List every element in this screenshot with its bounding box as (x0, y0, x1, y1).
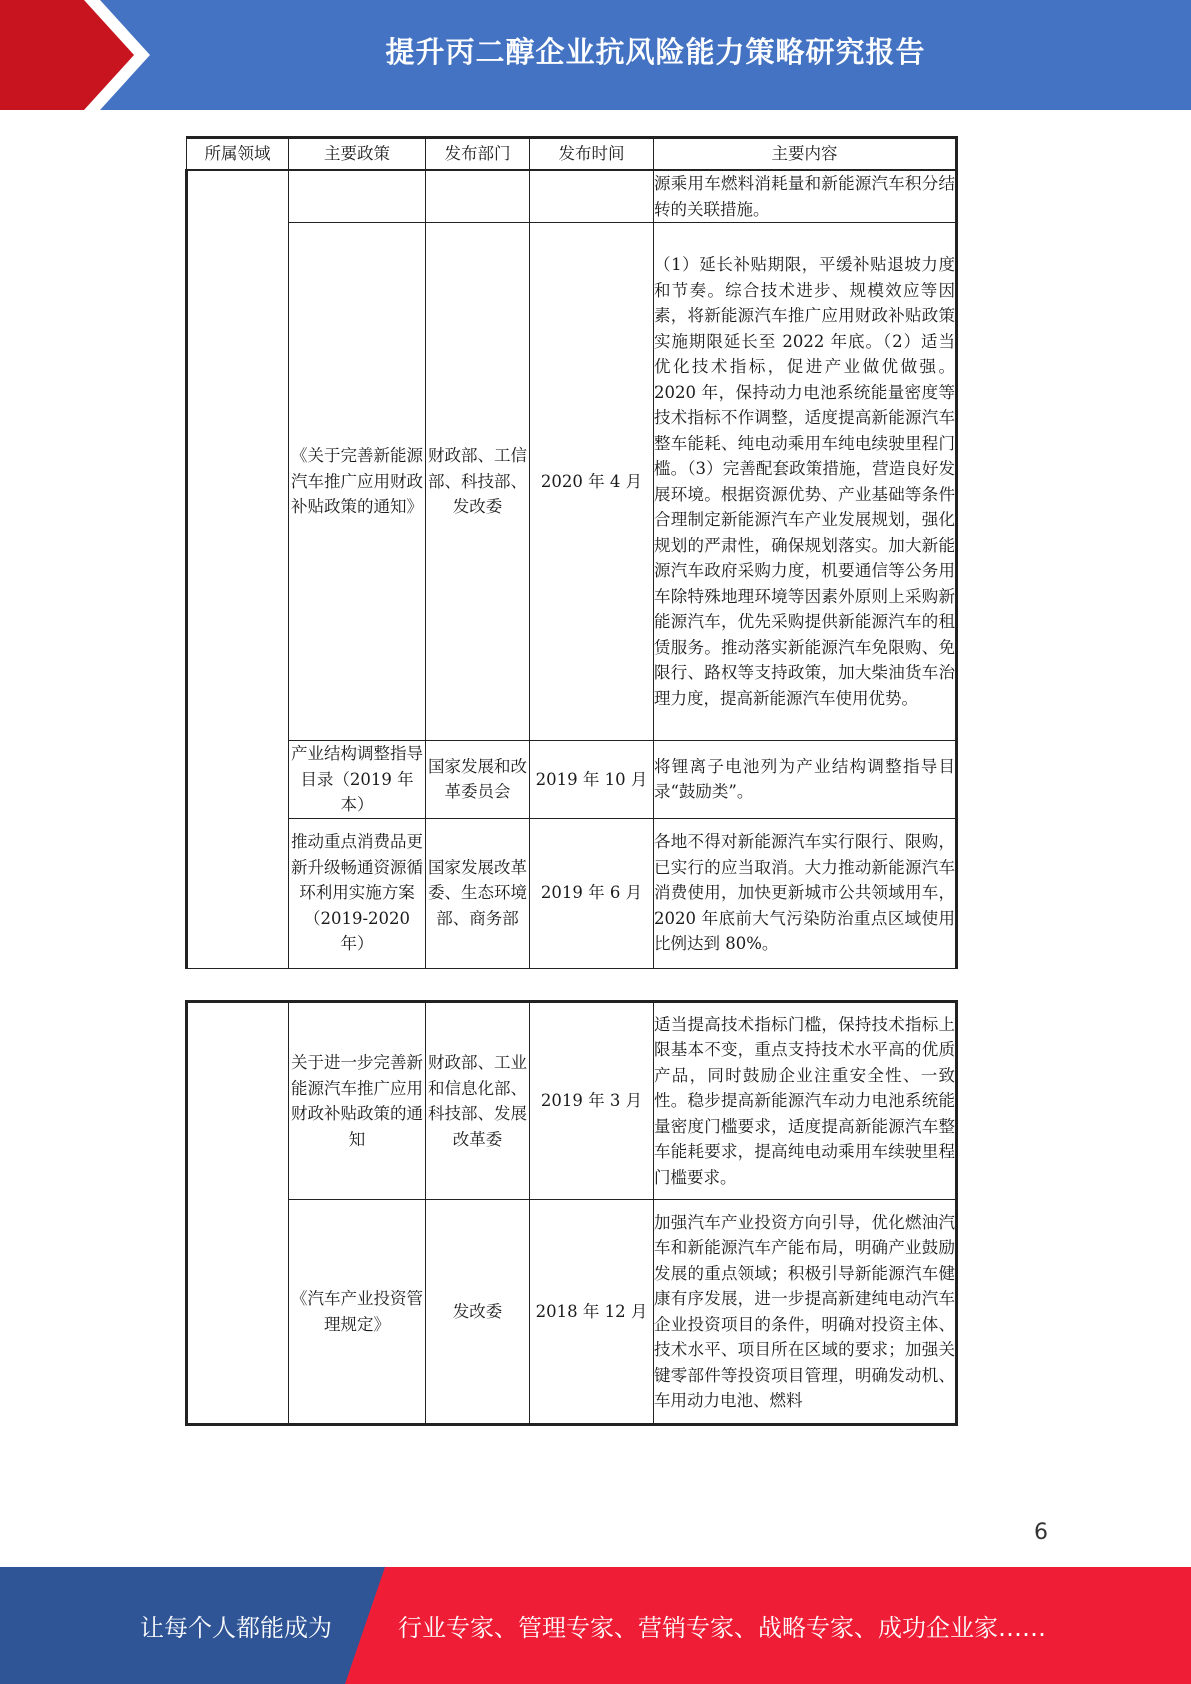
department-cell: 国家发展改革委、生态环境部、商务部 (426, 818, 530, 968)
column-header-department: 发布部门 (426, 138, 530, 171)
table-row (187, 818, 957, 968)
table-row (187, 1002, 957, 1200)
policy-cell: 推动重点消费品更新升级畅通资源循环利用实施方案（2019-2020 年） (289, 818, 426, 968)
page-footer (0, 1567, 1191, 1684)
table-header-row (187, 138, 957, 171)
content-cell: （1）延长补贴期限，平缓补贴退坡力度和节奏。综合技术进步、规模效应等因素，将新能源汽车推广应用财政补贴政策实施期限延长至 2022 年底。（2）适当优化技术指标，促进产业做优做强。2020 年，保持动力电池系统能量密度等技术指标不作调整，适度提高新能源汽车整车能耗、纯电动乘用车纯电续驶里程门槛。（3）完善配套政策措施，营造良好发展环境。根据资源优势、产业基础等条件合理制定新能源汽车产业发展规划，强化规划的严肃性，确保规划落实。加大新能源汽车政府采购力度，机要通信等公务用车除特殊地理环境等因素外原则上采购新能源汽车，优先采购提供新能源汽车的租赁服务。推动落实新能源汽车免限购、免限行、路权等支持政策，加大柴油货车治理力度，提高新能源汽车使用优势。 (654, 223, 957, 741)
table-row (187, 223, 957, 741)
column-header-policy: 主要政策 (289, 138, 426, 171)
policy-cell: 产业结构调整指导目录（2019 年本） (289, 741, 426, 819)
footer-slogan-left: 让每个人都能成为 (140, 1614, 332, 1642)
page-number: 6 (1034, 1520, 1048, 1545)
department-cell: 国家发展和改革委员会 (426, 741, 530, 819)
content-cell: 将锂离子电池列为产业结构调整指导目录“鼓励类”。 (654, 741, 957, 819)
table-row (187, 170, 957, 223)
content-cell: 各地不得对新能源汽车实行限行、限购，已实行的应当取消。大力推动新能源汽车消费使用，加快更新城市公共领域用车，2020 年底前大气污染防治重点区域使用比例达到 80%。 (654, 818, 957, 968)
policy-cell: 《关于完善新能源汽车推广应用财政补贴政策的通知》 (289, 223, 426, 741)
content-cell: 适当提高技术指标门槛，保持技术指标上限基本不变，重点支持技术水平高的优质产品，同时鼓励企业注重安全性、一致性。稳步提高新能源汽车动力电池系统能量密度门槛要求，适度提高新能源汽车整车能耗要求，提高纯电动乘用车续驶里程门槛要求。 (654, 1002, 957, 1200)
policy-cell (289, 170, 426, 223)
department-cell: 财政部、工信部、科技部、发改委 (426, 223, 530, 741)
field-cell (187, 1002, 289, 1425)
date-cell (530, 170, 654, 223)
content-cell: 源乘用车燃料消耗量和新能源汽车积分结转的关联措施。 (654, 170, 957, 223)
column-header-field: 所属领域 (187, 138, 289, 171)
table-row (187, 1200, 957, 1425)
page-header (0, 0, 1191, 110)
field-cell (187, 170, 289, 968)
date-cell: 2018 年 12 月 (530, 1200, 654, 1425)
table-row (187, 741, 957, 819)
policy-cell: 关于进一步完善新能源汽车推广应用财政补贴政策的通知 (289, 1002, 426, 1200)
page-title: 提升丙二醇企业抗风险能力策略研究报告 (385, 34, 926, 69)
date-cell: 2019 年 3 月 (530, 1002, 654, 1200)
policy-table-part2 (185, 1000, 958, 1426)
red-chevron-icon (0, 0, 160, 110)
column-header-content: 主要内容 (654, 138, 957, 171)
footer-slogan-right: 行业专家、管理专家、营销专家、战略专家、成功企业家…… (398, 1614, 1046, 1642)
policy-table-part1 (185, 136, 958, 969)
policy-cell: 《汽车产业投资管理规定》 (289, 1200, 426, 1425)
department-cell: 发改委 (426, 1200, 530, 1425)
column-header-date: 发布时间 (530, 138, 654, 171)
department-cell (426, 170, 530, 223)
date-cell: 2019 年 6 月 (530, 818, 654, 968)
date-cell: 2020 年 4 月 (530, 223, 654, 741)
department-cell: 财政部、工业和信息化部、科技部、发展改革委 (426, 1002, 530, 1200)
date-cell: 2019 年 10 月 (530, 741, 654, 819)
content-cell: 加强汽车产业投资方向引导，优化燃油汽车和新能源汽车产能布局，明确产业鼓励发展的重点领域；积极引导新能源汽车健康有序发展，进一步提高新建纯电动汽车企业投资项目的条件，明确对投资主体、技术水平、项目所在区域的要求；加强关键零部件等投资项目管理，明确发动机、车用动力电池、燃料 (654, 1200, 957, 1425)
